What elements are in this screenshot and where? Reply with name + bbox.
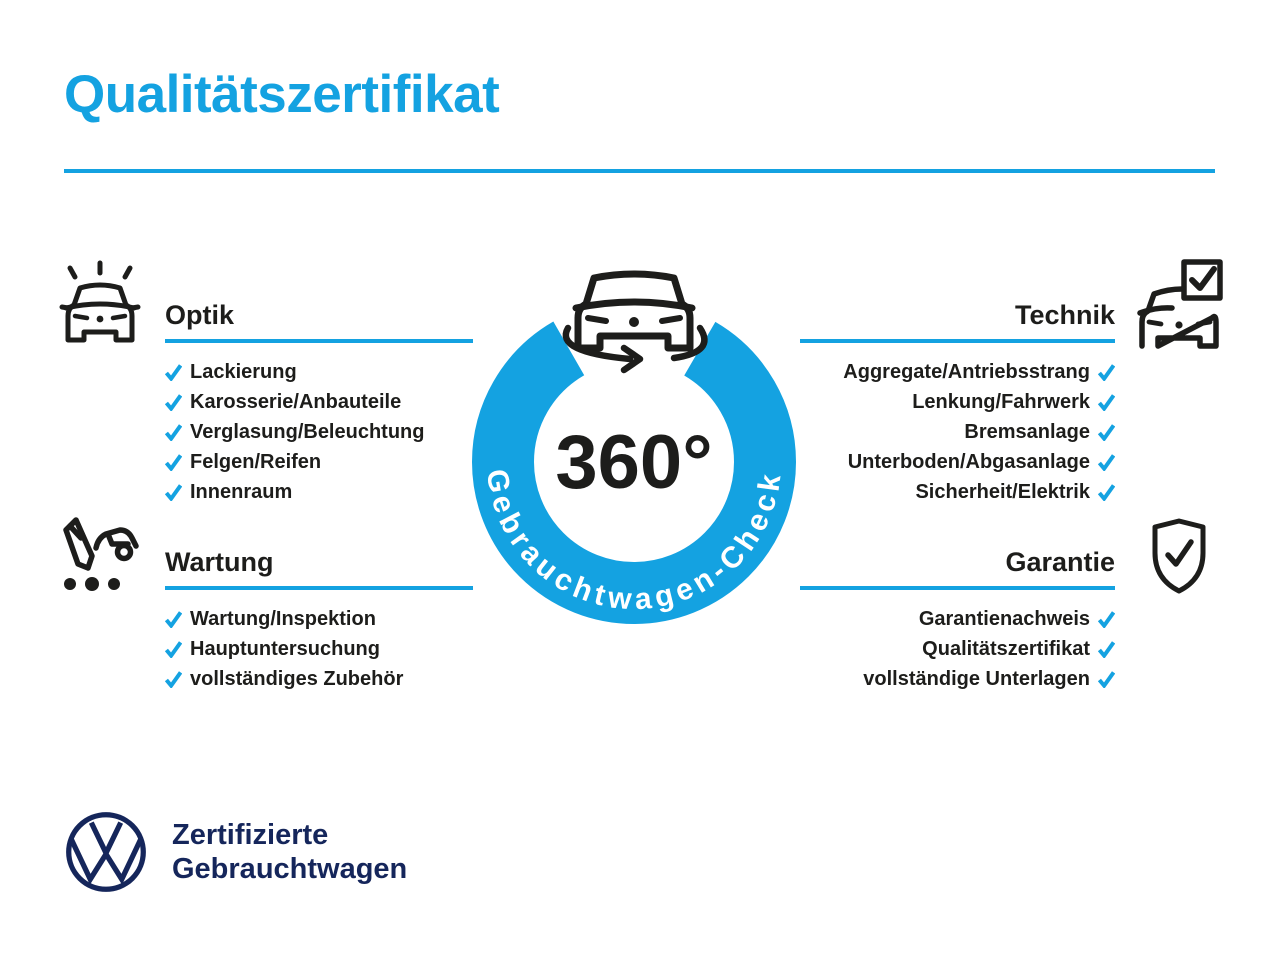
section-technik [800,300,1115,507]
page-title: Qualitätszertifikat [64,65,500,124]
section-wartung [165,547,473,694]
section-title-wartung: Wartung [165,547,274,577]
shield-check-icon [1148,517,1210,599]
check-icon [1098,424,1115,441]
check-icon [165,484,182,501]
checklist-garantie [800,604,1115,694]
checklist-wartung [165,604,473,694]
section-optik [165,300,473,507]
check-icon [165,671,182,688]
checklist-item-label: Verglasung/Beleuchtung [190,420,425,443]
checklist-item-label: Felgen/Reifen [190,450,322,473]
title-divider [64,169,1215,173]
footer [64,810,407,894]
checklist-item-label: Aggregate/Antriebsstrang [843,360,1090,383]
section-divider [165,339,473,343]
section-title-optik: Optik [165,300,235,330]
checklist-item [165,634,473,664]
checklist-item [165,477,473,507]
checklist-item-label: Hauptuntersuchung [190,637,380,660]
check-icon [1098,611,1115,628]
check-icon [165,424,182,441]
checklist-item [800,357,1115,387]
degree-label: 360° [555,420,713,505]
check-icon [165,611,182,628]
checklist-item [800,477,1115,507]
check-icon [165,364,182,381]
checklist-item [800,387,1115,417]
ring-label: Gebrauchtwagen-Check [479,466,789,617]
checklist-item-label: vollständige Unterlagen [863,667,1090,690]
section-divider [165,586,473,590]
checklist-item-label: Qualitätszertifikat [922,637,1090,660]
checklist-item [800,664,1115,694]
check-icon [1098,394,1115,411]
check-icon [1098,671,1115,688]
check-icon [1098,484,1115,501]
section-title-technik: Technik [1014,300,1115,330]
checklist-item [165,387,473,417]
footer-line1: Zertifizierte [172,819,329,851]
check-icon [1098,364,1115,381]
car-front-rotation-icon [566,274,705,370]
checklist-item [165,417,473,447]
section-garantie [800,547,1115,694]
section-divider [800,339,1115,343]
checklist-item [800,447,1115,477]
checklist-item [165,357,473,387]
checklist-item-label: Wartung/Inspektion [190,607,376,630]
checklist-item [800,634,1115,664]
car-front-shine-icon [56,258,144,346]
car-checkbox-icon [1134,256,1226,352]
checklist-item-label: Sicherheit/Elektrik [915,480,1090,503]
checklist-item-label: vollständiges Zubehör [190,667,404,690]
checklist-item-label: Innenraum [190,480,293,503]
section-title-garantie: Garantie [1005,547,1115,577]
checklist-item-label: Unterboden/Abgasanlage [847,450,1090,473]
checklist-item [800,417,1115,447]
footer-brand-text [172,818,407,886]
check-icon [165,641,182,658]
checklist-item-label: Garantienachweis [918,607,1090,630]
checklist-technik [800,357,1115,507]
360-check-ring [434,256,834,668]
check-icon [165,394,182,411]
check-icon [1098,641,1115,658]
checklist-item-label: Lenkung/Fahrwerk [912,390,1090,413]
checklist-item-label: Karosserie/Anbauteile [190,390,402,413]
check-icon [1098,454,1115,471]
section-divider [800,586,1115,590]
checklist-item [165,604,473,634]
checklist-optik [165,357,473,507]
vw-logo [64,810,148,894]
pencil-car-icon [56,512,142,600]
checklist-item [165,664,473,694]
checklist-item-label: Lackierung [190,360,297,383]
checklist-item [800,604,1115,634]
checklist-item [165,447,473,477]
footer-line2: Gebrauchtwagen [172,853,408,885]
checklist-item-label: Bremsanlage [964,420,1090,443]
check-icon [165,454,182,471]
